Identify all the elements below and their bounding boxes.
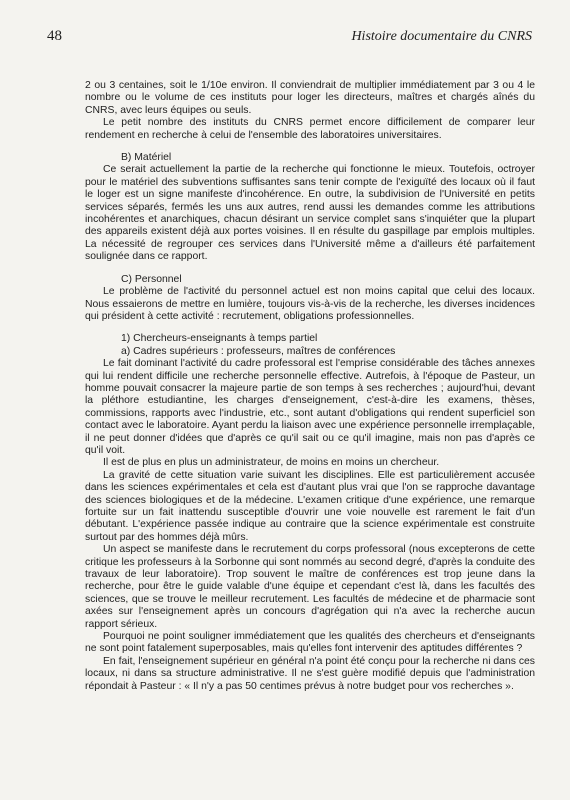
subsection-heading-chercheurs: 1) Chercheurs-enseignants à temps partiel: [121, 333, 318, 345]
paragraph-administrateur: Il est de plus en plus un administrateur, de moins en moins un chercheur.: [103, 457, 440, 469]
section-heading-materiel: B) Matériel: [121, 152, 172, 164]
section-heading-personnel: C) Personnel: [121, 273, 182, 285]
running-title: Histoire documentaire du CNRS: [351, 29, 532, 44]
paragraph-continuation: 2 ou 3 centaines, soit le 1/10e environ. Il conviendrait de multiplier immédiatement par 3 ou 4 le nombre ou le volume de ces instituts pour loger les directeurs, maîtres et chargés aînés du CNRS, avec leurs équipes ou seuls.: [85, 80, 535, 116]
body-text: [85, 80, 535, 693]
page-number: 48: [47, 28, 62, 44]
paragraph-recrutement: Un aspect se manifeste dans le recrutement du corps professoral (nous excepterons de cette critique les professeurs à la Sorbonne qui sont nommés au second degré, d'après la conduite des travaux de leur laboratoire). Trop souvent le maître de conférences est trop jeune dans la recherche, pour être le guide valable d'une équipe et cependant c'est là, dans les facultés des sciences, que se trouve le meilleur recrutement. Les facultés de médecine et de pharmacie sont axées sur l'enseignement après un concours d'agrégation qui n'a avec la recherche aucun rapport sérieux.: [85, 544, 535, 630]
paragraph-materiel: Ce serait actuellement la partie de la recherche qui fonctionne le mieux. Toutefois, octroyer pour le matériel des subventions suffisantes sans tenir compte de l'exiguïté des locaux où il faut le loger est un signe manifeste d'incohérence. En outre, la subdivision de l'Université en petits services séparés, fermés les uns aux autres, rend aussi les demandes comme les attributions incohérentes et anarchiques, chacun désirant un service complet sans s'inquiéter que la plupart des appareils existent déjà aux portes voisines. Il en résulte du gaspillage par emplois multiples. La nécessité de regrouper ces services dans l'Université même a d'ailleurs été parfaitement soulignée dans ce rapport.: [85, 164, 535, 263]
paragraph-personnel: Le problème de l'activité du personnel actuel est non moins capital que celui des locaux. Nous essaierons de mettre en lumière, toujours vis-à-vis de la recherche, les diverses incidences qui président à cette activité : recrutement, obligations professionnelles.: [85, 286, 535, 322]
paragraph-cnrs-institutes: Le petit nombre des instituts du CNRS permet encore difficilement de comparer leur rendement en recherche à celui de l'ensemble des laboratoires universitaires.: [85, 117, 535, 141]
paragraph-gravite: La gravité de cette situation varie suivant les disciplines. Elle est particulièrement accusée dans les sciences expérimentales et cela est d'autant plus vrai que l'on se rapproche davantage des sciences biologiques et de la médecine. L'examen critique d'une expérience, une remarque fortuite sur un fait inattendu susceptible d'ouvrir une voie nouvelle est rarement le fait d'un débutant. L'expérience passée indique au contraire que la science expérimentale est construite surtout par des hommes déjà mûrs.: [85, 469, 535, 543]
paragraph-qualites: Pourquoi ne point souligner immédiatement que les qualités des chercheurs et d'enseignants ne sont point fatalement superposables, mais qu'elles font intervenir des aptitudes différentes ?: [85, 631, 535, 655]
subsection-heading-cadres: a) Cadres supérieurs : professeurs, maîtres de conférences: [121, 345, 396, 357]
paragraph-cadre-professoral: Le fait dominant l'activité du cadre professoral est l'emprise considérable des tâches annexes qui lui rendent difficile une recherche personnelle effective. Autrefois, à l'époque de Pasteur, un homme pouvait consacrer la majeure partie de son temps à ses recherches ; aujourd'hui, devant la pléthore estudiantine, les charges d'enseignement, c'est-à-dire les examens, thèses, commissions, rapports avec l'industrie, etc., sont autant d'obligations qui rendent superficiel son contact avec le laboratoire. Ayant perdu la liaison avec une expérience personnelle irremplaçable, il ne peut donner d'idées que d'après ce qu'il sait ou ce qu'il imagine, mais non pas d'après ce qu'il voit.: [85, 358, 535, 456]
paragraph-enseignement-superieur: En fait, l'enseignement supérieur en général n'a point été conçu pour la recherche ni dans ces locaux, ni dans sa structure administrative. Il ne s'est guère modifié depuis que l'administration répondait à Pasteur : « Il n'y a pas 50 centimes prévus à notre budget pour vos recherches ».: [85, 655, 535, 692]
